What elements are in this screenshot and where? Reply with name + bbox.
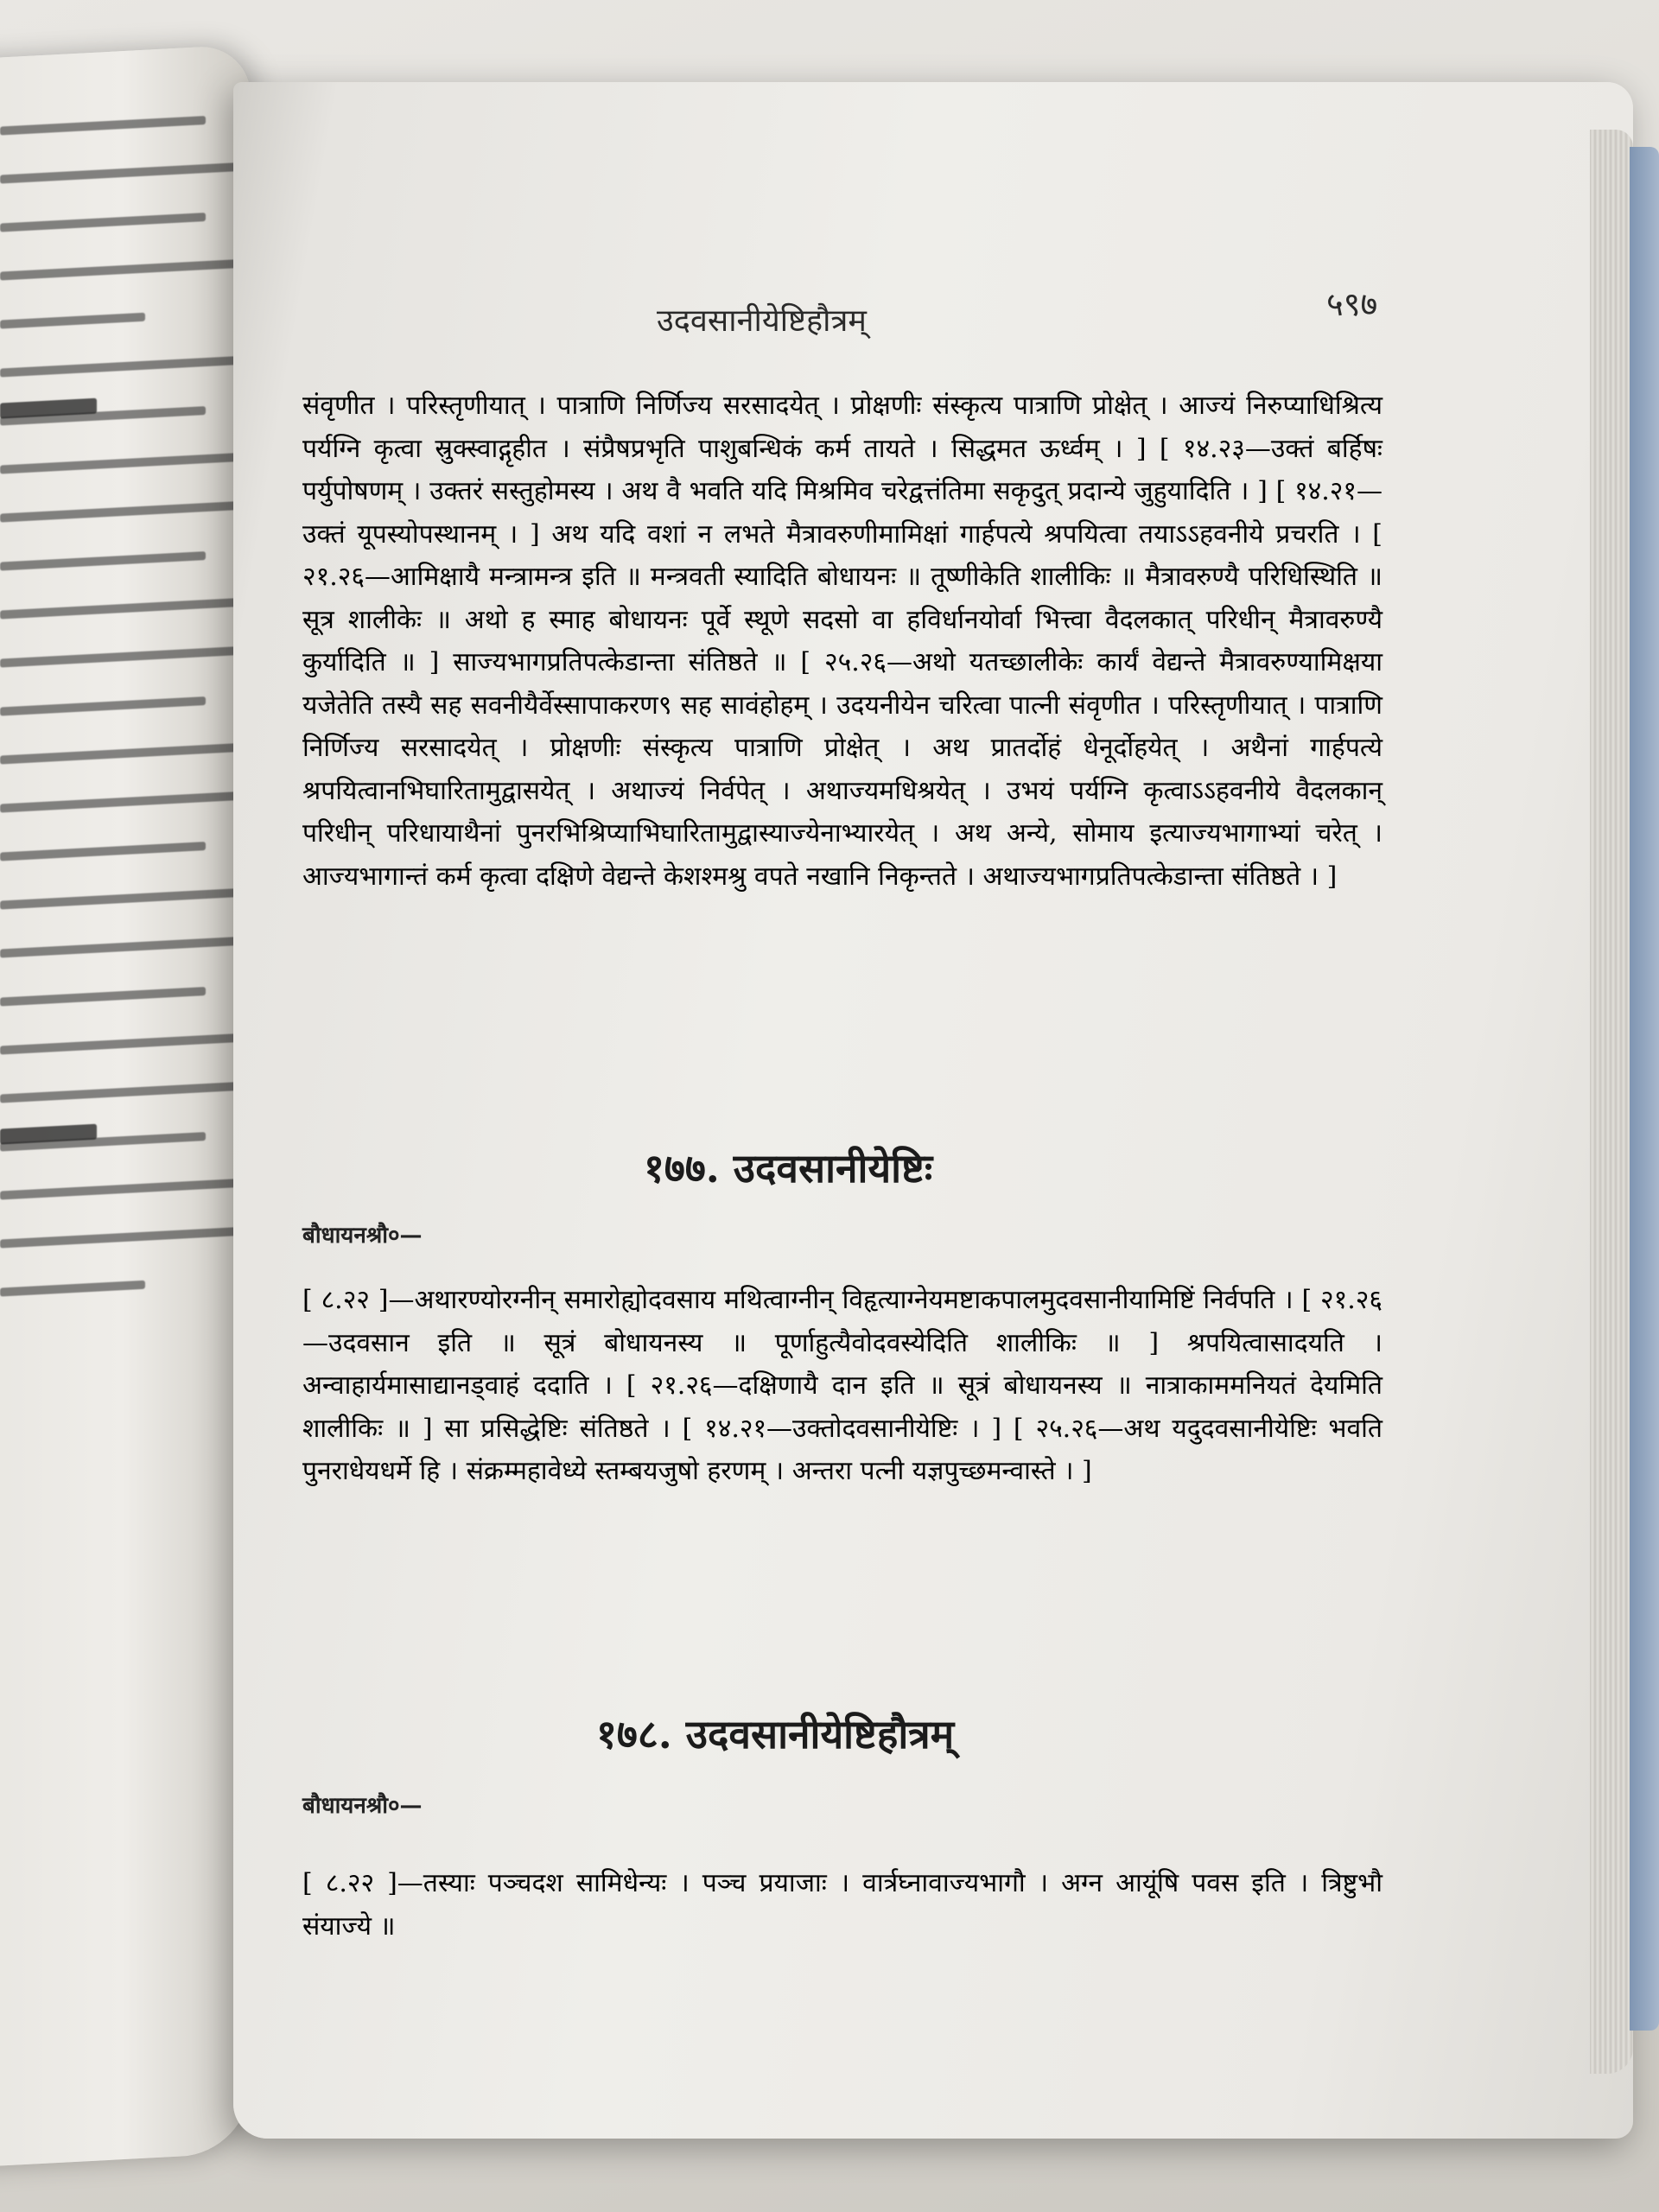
- text-line: [0, 551, 206, 570]
- running-header: उदवसानीयेष्टिहौत्रम्: [657, 303, 867, 339]
- text-line: [0, 213, 206, 232]
- text-line: [0, 937, 242, 958]
- text-line: [0, 453, 242, 474]
- text-line: [0, 842, 206, 861]
- page-edges: [1590, 130, 1633, 2074]
- text-line: [0, 888, 242, 910]
- text-line: [0, 1082, 242, 1103]
- section-178-heading: १७८. उदवसानीयेष्टिहौत्रम्: [596, 1711, 955, 1758]
- section-178-text: [ ८.२२ ]—तस्याः पञ्चदश सामिधेन्यः । पञ्च प्रयाजाः । वार्त्रघ्नावाज्यभागौ । अग्न आयूंषि पवस इति । त्रिष्टुभौ संयाज्ये ॥: [302, 1868, 1382, 1942]
- text-line: [0, 1033, 242, 1055]
- text-line: [0, 1179, 242, 1200]
- text-line: [0, 356, 242, 378]
- text-line: [0, 696, 206, 715]
- section-177-text: [ ८.२२ ]—अथारण्योरग्नीन् समारोह्योदवसाय मथित्वाग्नीन् विहृत्याग्नेयमष्टाकपालमुदवसानीयामिष्टिं निर्वपति । [ २१.२६—उदवसान इति ॥ सूत्रं बोधायनस्य ॥ पूर्णाहुत्यैवोदवस्येदिति शालीकिः ॥ ] श्रपयित्वासादयति । अन्वाहार्यमासाद्यानड्वाहं ददाति । [ २१.२६—दक्षिणायै दान इति ॥ सूत्रं बोधायनस्य ॥ नात्राकाममनियतं देयमिति शालीकिः ॥ ] सा प्रसिद्धेष्टिः संतिष्ठते । [ १४.२१—उक्तोदवसानीयेष्टिः । ] [ २५.२६—अथ यदुदवसानीयेष्टिः भवति पुनराधेयधर्मे हि । संक्रम्महावेध्ये स्तम्बयजुषो हरणम् । अन्तरा पत्नी यज्ञपुच्छमन्वास्ते । ]: [302, 1285, 1382, 1486]
- section-178-source: बौधायनश्रौ०—: [302, 1793, 423, 1819]
- text-line: [0, 501, 242, 523]
- section-177-heading: १७७. उदवसानीयेष्टिः: [644, 1145, 933, 1192]
- book-cover-edge: [1630, 147, 1659, 2031]
- text-line: [0, 1281, 145, 1297]
- paragraph-1: संवृणीत । परिस्तृणीयात् । पात्राणि निर्णिज्य सरसादयेत् । प्रोक्षणीः संस्कृत्य पात्राणि प्रोक्षेत् । आज्यं निरुप्याधिश्रित्य पर्यग्नि कृत्वा स्रुक्स्वाद्गृहीत । संप्रैषप्रभृति पाशुबन्धिकं कर्म तायते । सिद्धमत ऊर्ध्वम् । ] [ १४.२३—उक्तं बर्हिषः पर्युपोषणम् । उक्तरं सस्तुहोमस्य । अथ वै भवति यदि मिश्रमिव चरेद्वत्तंतिमा सकृदुत् प्रदान्ये जुहुयादिति । ] [ १४.२१—उक्तं यूपस्योपस्थानम् । ] अथ यदि वशां न लभते मैत्रावरुणीमामिक्षां गार्हपत्ये श्रपयित्वा तयाऽऽहवनीये प्रचरति । [ २१.२६—आमिक्षायै मन्त्रामन्त्र इति ॥ मन्त्रवती स्यादिति बोधायनः ॥ तूष्णीकेति शालीकिः ॥ मैत्रावरुण्यै परिधिस्थिति ॥ सूत्र शालीकेः ॥ अथो ह स्माह बोधायनः पूर्वे स्थूणे सदसो वा हविर्धानयोर्वा भित्त्वा वैदलकात् परिधीन् मैत्रावरुण्यै कुर्यादिति ॥ ] साज्यभागप्रतिपत्केडान्ता संतिष्ठते ॥ [ २५.२६—अथो यतच्छालीकेः कार्यं वेद्यन्ते मैत्रावरुण्यामिक्षया यजेतेति तस्यै सह सवनीयैर्वेस्सापाकरण९ सह सावंहोहम् । उदयनीयेन चरित्वा पात्नी संवृणीत । परिस्तृणीयात् । पात्राणि निर्णिज्य सरसादयेत् । प्रोक्षणीः संस्कृत्य पात्राणि प्रोक्षेत् । अथ प्रातर्दोहं धेनूर्दोहयेत् । अथैनां गार्हपत्ये श्रपयित्वानभिघारितामुद्वासयेत् । अथाज्यं निर्वपेत् । अथाज्यमधिश्रयेत् । उभयं पर्यग्नि कृत्वाऽऽहवनीये वैदलकान् परिधीन् परिधायाथैनां पुनरभिश्रिप्याभिघारितामुद्वास्याज्येनाभ्यारयेत् । अथ अन्ये, सोमाय इत्याज्यभागाभ्यां चरेत् । आज्यभागान्तं कर्म कृत्वा दक्षिणे वेद्यन्ते केशश्मश्रु वपते नखानि निकृन्तते । अथाज्यभागप्रतिपत्केडान्ता संतिष्ठते । ]: [302, 391, 1382, 892]
- text-line: [0, 1227, 242, 1249]
- text-line: [0, 116, 206, 135]
- text-line: [0, 162, 242, 184]
- left-page-text-blur: [0, 114, 242, 1337]
- page-number: ५९७: [1326, 285, 1378, 323]
- section-177-source: बौधायनश्रौ०—: [302, 1223, 423, 1249]
- text-line: [0, 598, 242, 620]
- text-line: [0, 259, 242, 281]
- text-line: [0, 313, 145, 329]
- text-line: [0, 791, 242, 813]
- text-line: [0, 987, 206, 1006]
- left-page: [0, 44, 251, 2167]
- text-line: [0, 743, 242, 765]
- text-line: [0, 646, 242, 668]
